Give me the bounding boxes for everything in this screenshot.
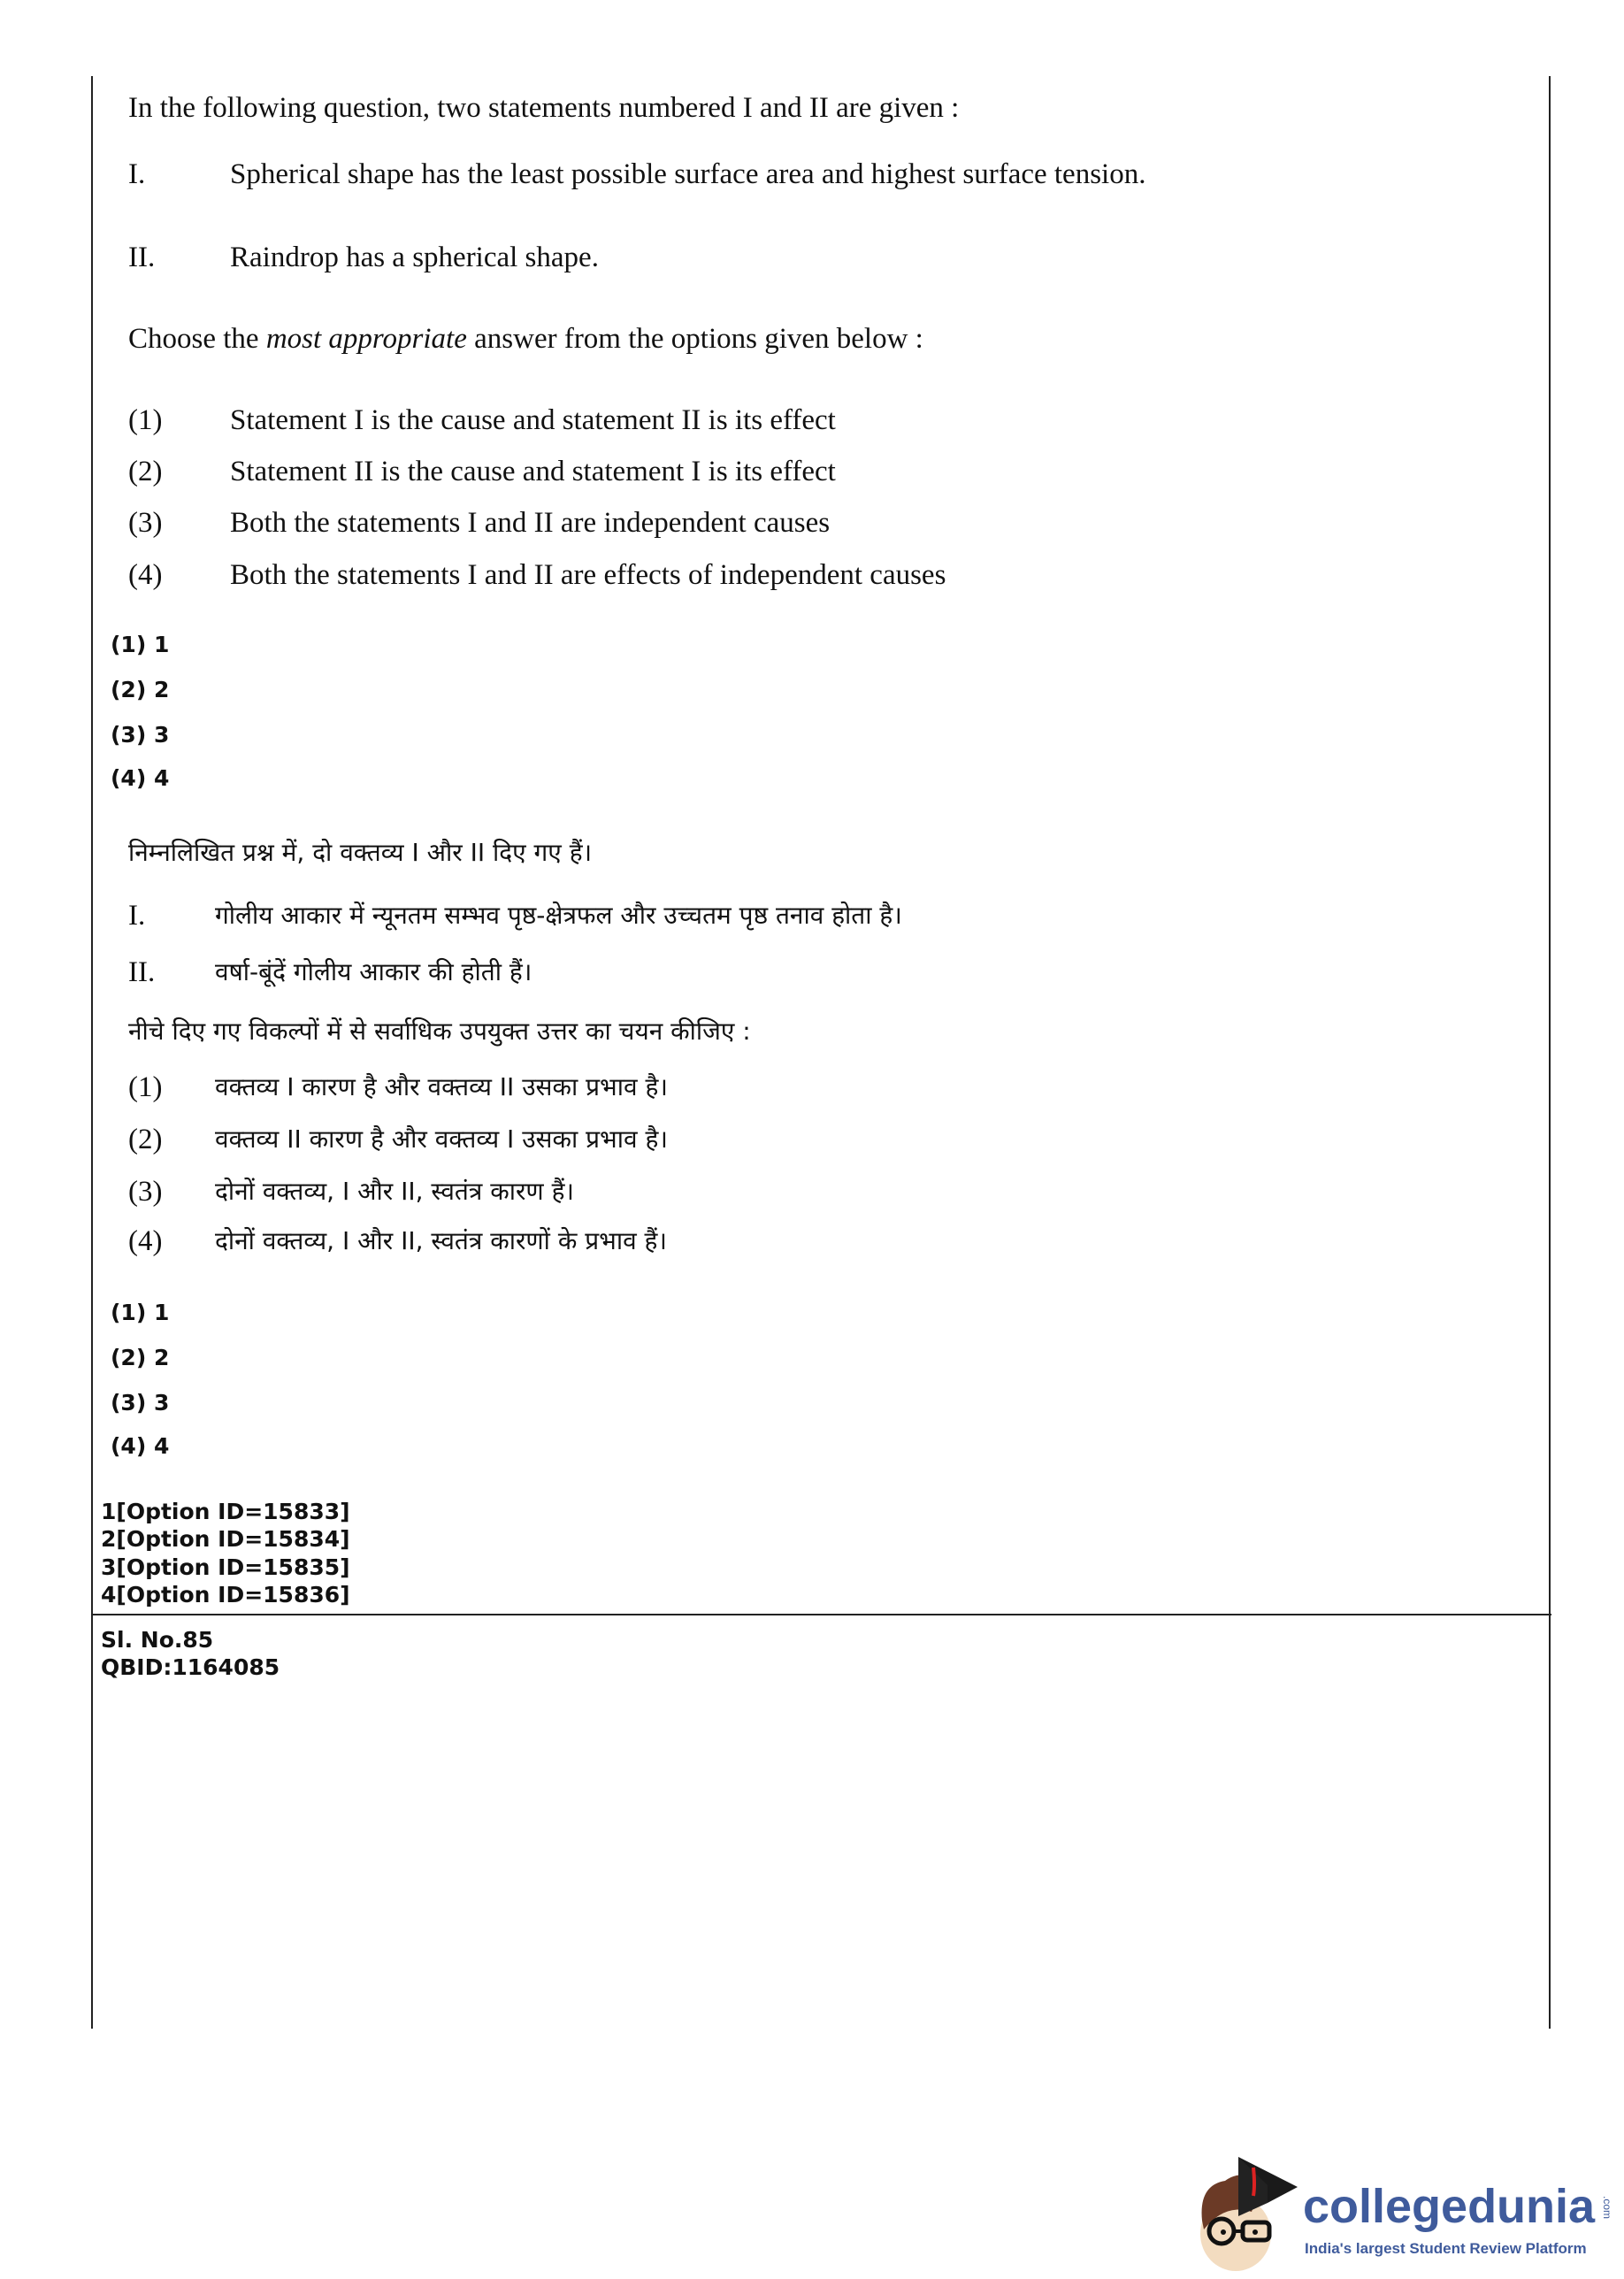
serial-number: Sl. No.85 [101,1627,214,1653]
logo-wordmark: collegedunia [1303,2180,1596,2233]
option-label: (4) [128,1225,163,1257]
answer-choice[interactable]: (4) 4 [111,1433,170,1459]
logo-suffix: .com [1601,2196,1613,2220]
answer-choice[interactable]: (4) 4 [111,765,170,791]
question-divider [92,1614,1551,1615]
option-id: 4[Option ID=15836] [101,1582,350,1608]
option-label: (1) [128,1071,163,1103]
statement-label: II. [128,242,156,273]
option-text: वक्तव्य I कारण है और वक्तव्य II उसका प्रभाव है। [215,1072,668,1101]
option-id: 3[Option ID=15835] [101,1554,350,1580]
statement-text: Raindrop has a spherical shape. [230,242,599,273]
option-text: दोनों वक्तव्य, I और II, स्वतंत्र कारणों के प्रभाव हैं। [215,1226,668,1255]
right-border [1549,76,1551,2029]
question-bank-id: QBID:1164085 [101,1654,280,1680]
option-text: दोनों वक्तव्य, I और II, स्वतंत्र कारण हैं। [215,1177,575,1206]
statement-label: I. [128,158,146,190]
statement-label: II. [128,956,156,988]
choose-instruction-hi: नीचे दिए गए विकल्पों में से सर्वाधिक उपयुक्त उत्तर का चयन कीजिए : [128,1017,751,1046]
option-id: 1[Option ID=15833] [101,1499,350,1524]
collegedunia-logo [1190,2150,1623,2274]
answer-choice[interactable]: (2) 2 [111,1345,170,1370]
option-label: (3) [128,1176,163,1208]
choose-instruction-en [128,321,923,357]
option-text: Both the statements I and II are effects of independent causes [230,559,946,591]
option-label: (2) [128,1124,163,1155]
answer-choice[interactable]: (3) 3 [111,722,170,748]
logo-tagline: India's largest Student Review Platform [1305,2240,1587,2257]
answer-choice[interactable]: (3) 3 [111,1390,170,1416]
option-text: Both the statements I and II are independent causes [230,507,831,539]
choose-pre: Choose the [128,323,266,355]
option-text: वक्तव्य II कारण है और वक्तव्य I उसका प्रभाव है। [215,1124,668,1154]
choose-emphasis: most appropriate [265,323,467,355]
question-intro-hi: निम्नलिखित प्रश्न में, दो वक्तव्य I और II दिए गए हैं। [128,838,593,867]
student-mascot-icon [1190,2150,1305,2274]
option-text: Statement I is the cause and statement II is its effect [230,404,836,436]
left-border [91,76,93,2029]
answer-choice[interactable]: (1) 1 [111,632,170,657]
option-id: 2[Option ID=15834] [101,1526,350,1552]
option-label: (4) [128,559,163,591]
option-label: (1) [128,404,163,436]
statement-text: वर्षा-बूंदें गोलीय आकार की होती हैं। [215,957,532,986]
question-intro-en: In the following question, two statements numbered I and II are given : [128,92,960,124]
choose-post: answer from the options given below : [466,323,923,355]
answer-choice[interactable]: (2) 2 [111,677,170,702]
statement-label: I. [128,900,146,932]
option-label: (3) [128,507,163,539]
statement-text: Spherical shape has the least possible surface area and highest surface tension. [230,158,1146,190]
option-text: Statement II is the cause and statement I is its effect [230,456,836,487]
option-label: (2) [128,456,163,487]
answer-choice[interactable]: (1) 1 [111,1300,170,1325]
statement-text: गोलीय आकार में न्यूनतम सम्भव पृष्ठ-क्षेत्रफल और उच्चतम पृष्ठ तनाव होता है। [215,901,902,930]
